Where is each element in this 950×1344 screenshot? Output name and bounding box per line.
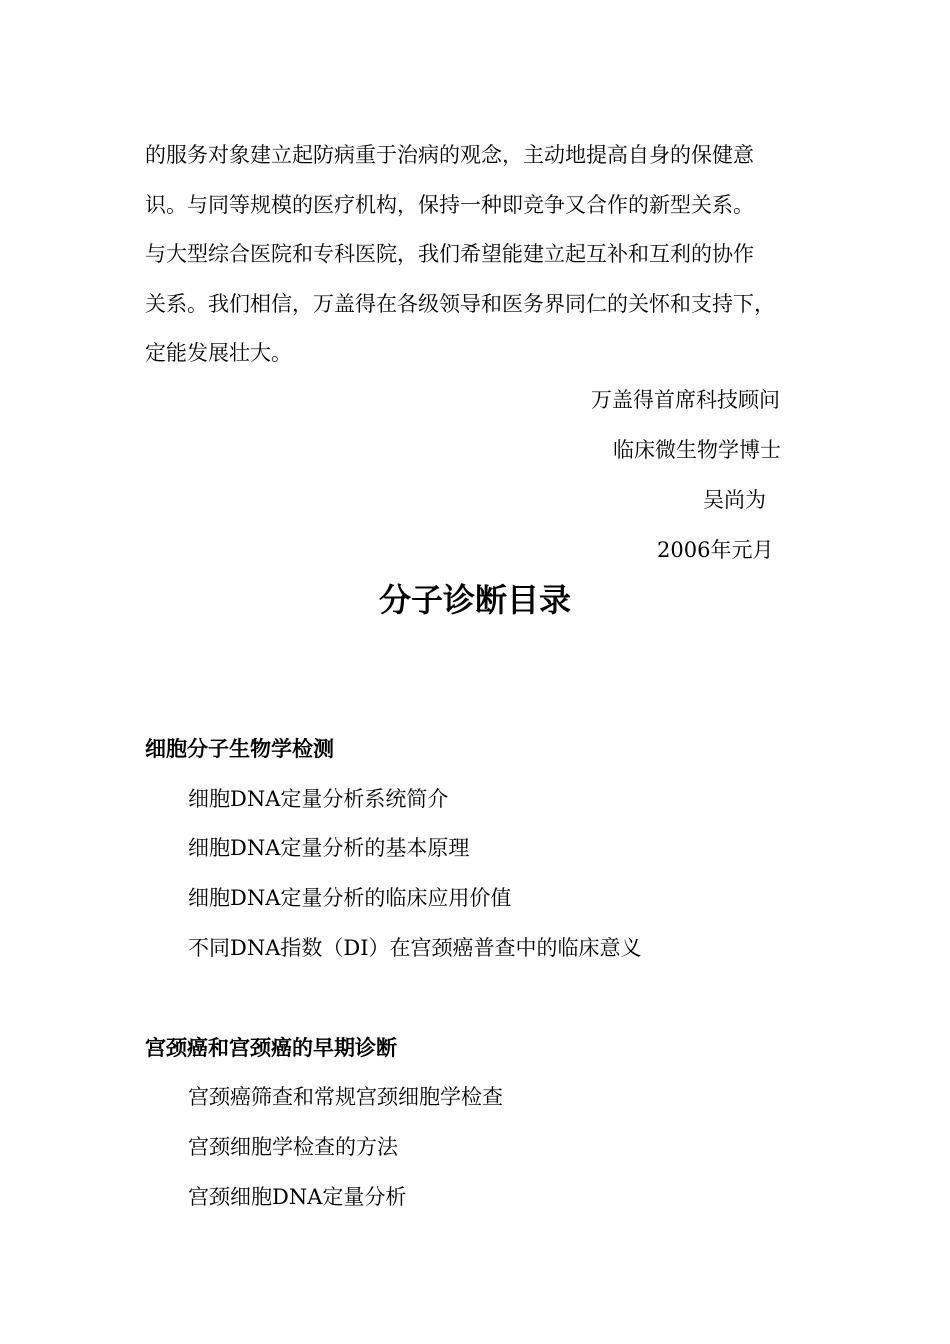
paragraph-line: 关系。我们相信，万盖得在各级领导和医务界同仁的关怀和支持下， [145,291,775,316]
toc-item: 细胞DNA定量分析的基本原理 [188,836,470,860]
paragraph-line: 的服务对象建立起防病重于治病的观念，主动地提高自身的保健意 [145,143,754,167]
toc-item: 细胞DNA定量分析系统简介 [188,787,449,811]
paragraph-line: 与大型综合医院和专科医院，我们希望能建立起互补和互利的协作 [145,242,754,266]
paragraph-line: 定能发展壮大。 [145,341,292,365]
signature-degree: 临床微生物学博士 [613,438,781,462]
section-heading: 细胞分子生物学检测 [145,737,334,761]
signature-position: 万盖得首席科技顾问 [591,388,780,412]
closing-paragraph [145,131,845,379]
toc-item: 宫颈癌筛查和常规宫颈细胞学检查 [188,1085,503,1109]
toc-item: 宫颈细胞学检查的方法 [188,1135,398,1159]
section-heading: 宫颈癌和宫颈癌的早期诊断 [145,1036,397,1060]
toc-item: 不同DNA指数（DI）在宫颈癌普查中的临床意义 [188,936,642,960]
toc-item: 宫颈细胞DNA定量分析 [188,1185,407,1209]
signature-date: 2006年元月 [657,538,774,562]
paragraph-line: 识。与同等规模的医疗机构，保持一种即竞争又合作的新型关系。 [145,192,754,217]
page-title: 分子诊断目录 [378,581,571,619]
toc-item: 细胞DNA定量分析的临床应用价值 [188,886,512,910]
signature-name: 吴尚为 [703,488,766,512]
